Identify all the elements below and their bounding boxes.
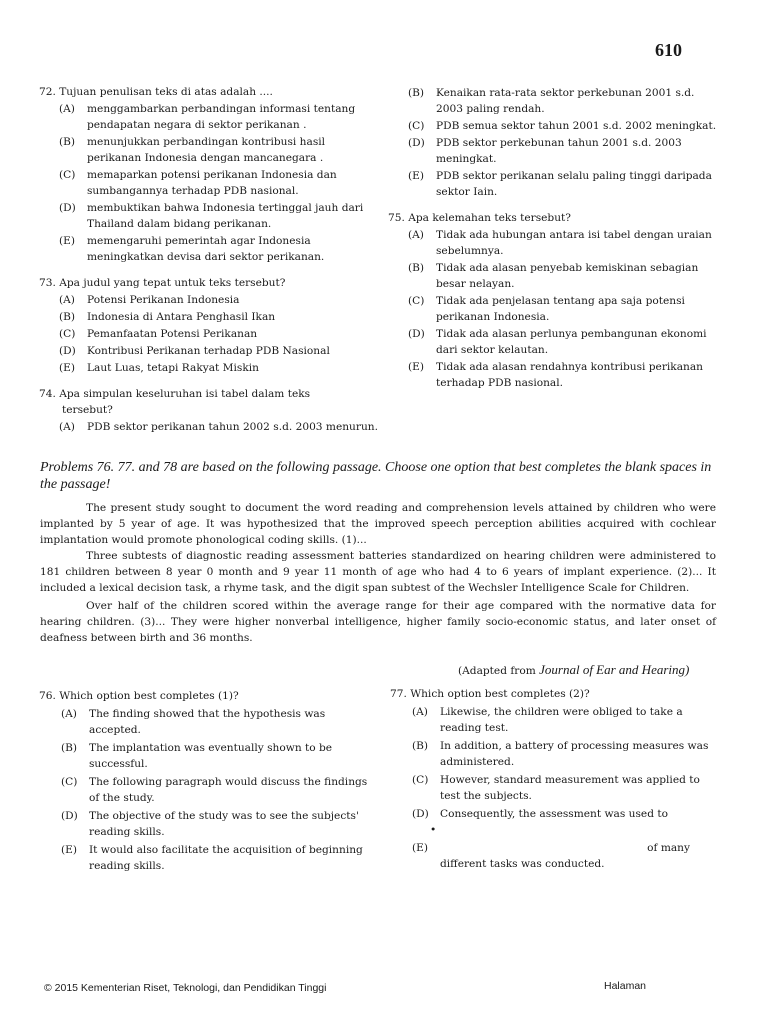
- question-77: [390, 686, 720, 872]
- passage-paragraph-1: The present study sought to document the word reading and comprehension levels attained by children who were implanted by 5 year of age. It was hypothesized that the improved speech perception abilities acquired with cochlear implantation would promote phonological coding skills. (1)...: [40, 502, 716, 546]
- question-72-stem: 72. Tujuan penulisan teks di atas adalah ....: [39, 86, 273, 98]
- q74-option-c: (C) PDB semua sektor tahun 2001 s.d. 2002 meningkat.: [408, 120, 717, 132]
- q75-option-c: (C) Tidak ada penjelasan tentang apa saja potensi perikanan Indonesia.: [408, 295, 685, 323]
- question-73: [39, 275, 379, 376]
- q75-option-b: (B) Tidak ada alasan penyebab kemiskinan sebagian besar nelayan.: [408, 262, 699, 290]
- q76-option-a: (A) The finding showed that the hypothesis was accepted.: [61, 708, 326, 736]
- question-76-stem: 76. Which option best completes (1)?: [39, 690, 239, 702]
- passage-paragraph-2: Three subtests of diagnostic reading assessment batteries standardized on hearing children were administered to 181 children between 8 year 0 month and 9 year 11 month of age who had 4 to 6 years of implant experience. (2)... It included a lexical decision task, a rhyme task, and the digit span subtest of the Wechsler Intelligence Scale for Children.: [40, 550, 716, 594]
- question-74: [39, 386, 379, 435]
- source-journal: Journal of Ear and Hearing): [539, 662, 690, 677]
- question-75-stem: 75. Apa kelemahan teks tersebut?: [388, 212, 571, 224]
- passage-paragraph-3: Over half of the children scored within the average range for their age compared with the normative data for hearing children. (3)... They were higher nonverbal intelligence, higher family socio-economic status, and later onset of deafness between birth and 36 months.: [40, 600, 716, 644]
- q77-option-c: (C) However, standard measurement was applied to test the subjects.: [412, 774, 700, 802]
- q74-option-b: (B) Kenaikan rata-rata sektor perkebunan 2001 s.d. 2003 paling rendah.: [408, 87, 695, 115]
- q72-option-a: (A) menggambarkan perbandingan informasi tentang pendapatan negara di sektor perikanan .: [59, 103, 356, 131]
- q77-option-e-cont: different tasks was conducted.: [440, 858, 605, 870]
- q72-option-c: (C) memaparkan potensi perikanan Indonesia dan sumbangannya terhadap PDB nasional.: [59, 169, 337, 197]
- q73-option-a: (A) Potensi Perikanan Indonesia: [59, 294, 240, 306]
- q72-option-e: (E) memengaruhi pemerintah agar Indonesia meningkatkan devisa dari sektor perikanan.: [59, 235, 325, 263]
- q77-option-d-bullet: •: [430, 824, 437, 836]
- page-number: 610: [655, 40, 682, 60]
- source-prefix: (Adapted from: [458, 665, 536, 677]
- q74-option-e: (E) PDB sektor perikanan selalu paling tinggi daripada sektor Iain.: [408, 170, 712, 198]
- q76-option-e: (E) It would also facilitate the acquisition of beginning reading skills.: [61, 844, 363, 872]
- question-74-stem: 74. Apa simpulan keseluruhan isi tabel dalam teks: [39, 388, 311, 400]
- q75-option-d: (D) Tidak ada alasan perlunya pembangunan ekonomi dari sektor kelautan.: [408, 328, 707, 356]
- reading-passage: [40, 500, 716, 646]
- q73-option-c: (C) Pemanfaatan Potensi Perikanan: [59, 328, 258, 340]
- footer-page-label: Halaman: [604, 980, 647, 992]
- q75-option-a: (A) Tidak ada hubungan antara isi tabel dengan uraian sebelumnya.: [408, 229, 712, 257]
- q73-option-e: (E) Laut Luas, tetapi Rakyat Miskin: [59, 362, 259, 374]
- q75-option-e: (E) Tidak ada alasan rendahnya kontribusi perikanan terhadap PDB nasional.: [408, 361, 703, 389]
- q77-option-b: (B) In addition, a battery of processing measures was administered.: [412, 740, 709, 768]
- section-instructions: Problems 76. 77. and 78 are based on the following passage. Choose one option that best completes the blank spaces in the passage!: [40, 460, 712, 492]
- left-column: [39, 84, 379, 439]
- q73-option-b: (B) Indonesia di Antara Penghasil Ikan: [59, 311, 276, 323]
- q76-option-d: (D) The objective of the study was to see the subjects' reading skills.: [61, 810, 359, 838]
- question-72: [39, 84, 379, 265]
- q74-option-a: (A) PDB sektor perikanan tahun 2002 s.d. 2003 menurun.: [59, 421, 378, 433]
- passage-source: [458, 662, 689, 678]
- question-76: [39, 688, 379, 874]
- q74-option-d: (D) PDB sektor perkebunan tahun 2001 s.d. 2003 meningkat.: [408, 137, 682, 165]
- q72-option-d: (D) membuktikan bahwa Indonesia tertinggal jauh dari Thailand dalam bidang perikanan.: [59, 202, 364, 230]
- right-column: [388, 84, 718, 395]
- question-77-stem: 77. Which option best completes (2)?: [390, 688, 590, 700]
- footer-copyright: © 2015 Kementerian Riset, Teknologi, dan Pendidikan Tinggi: [44, 982, 327, 994]
- question-74-stem-cont: tersebut?: [62, 404, 113, 416]
- q77-option-e: (E) of many: [412, 842, 690, 854]
- q77-option-d: (D) Consequently, the assessment was used to: [412, 808, 668, 820]
- question-75: [388, 210, 718, 391]
- q73-option-d: (D) Kontribusi Perikanan terhadap PDB Nasional: [59, 345, 330, 357]
- question-73-stem: 73. Apa judul yang tepat untuk teks tersebut?: [39, 277, 286, 289]
- q76-option-c: (C) The following paragraph would discuss the findings of the study.: [61, 776, 368, 804]
- q77-option-a: (A) Likewise, the children were obliged to take a reading test.: [412, 706, 683, 734]
- q76-option-b: (B) The implantation was eventually shown to be successful.: [61, 742, 333, 770]
- q72-option-b: (B) menunjukkan perbandingan kontribusi hasil perikanan Indonesia dengan mancanegara .: [59, 136, 326, 164]
